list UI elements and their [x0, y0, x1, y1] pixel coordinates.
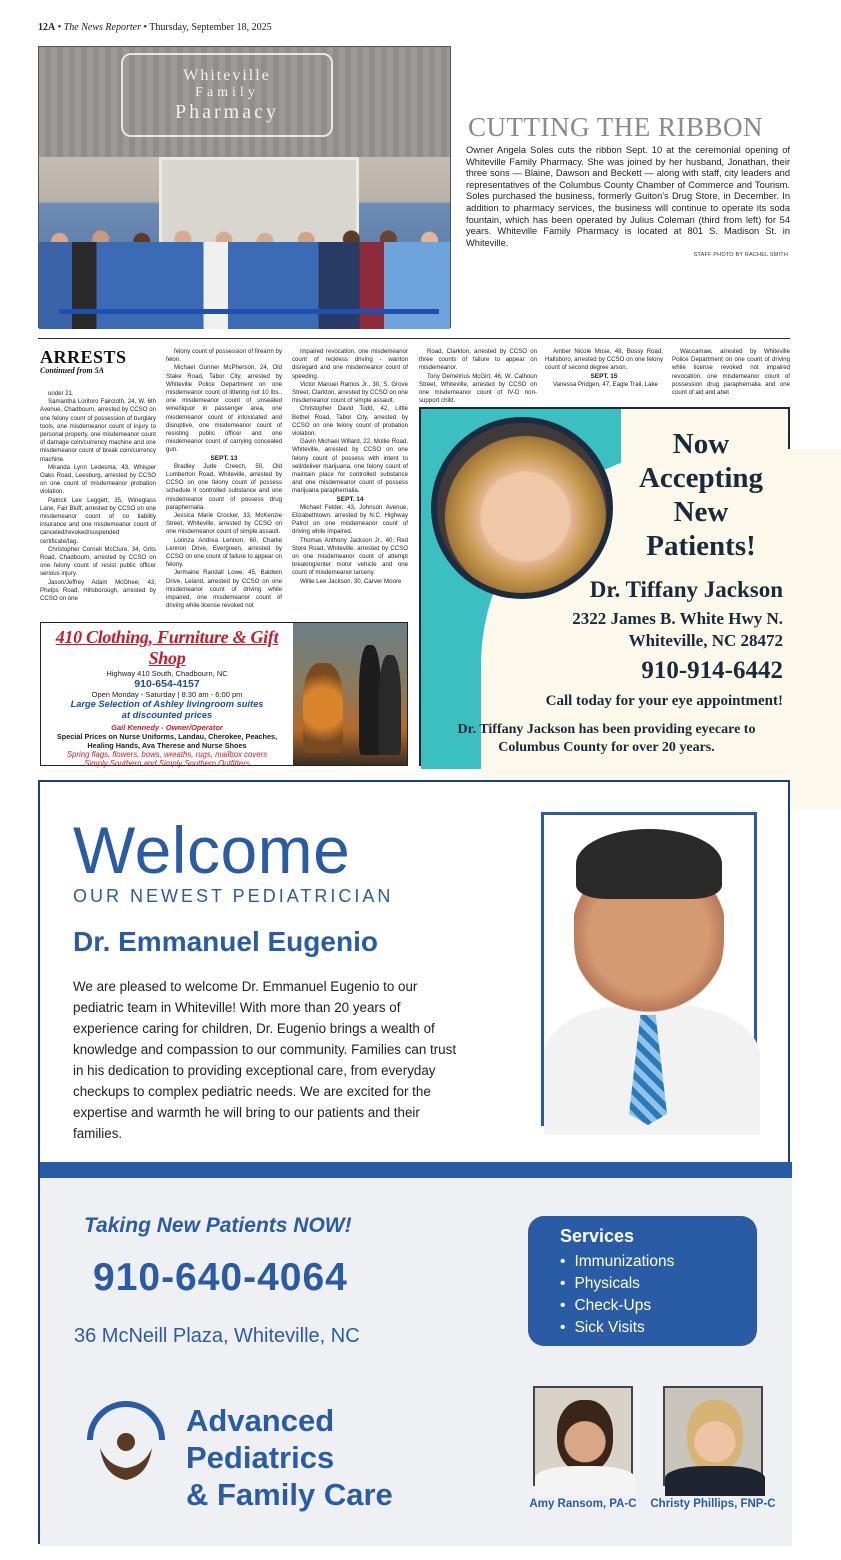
- blue-band: [40, 1162, 792, 1178]
- pediatrics-address: 36 McNeill Plaza, Whiteville, NC: [74, 1325, 360, 1347]
- person-figure: [379, 655, 401, 755]
- arrests-column-1: [40, 390, 156, 602]
- arrest-entry: Christopher Cornell McClure, 34, Grits Road, Chadbourn, arrested by CCSO on one felony count of resist public officer serious injury.: [40, 545, 156, 578]
- services-list: [560, 1251, 757, 1339]
- photo-credit: STAFF PHOTO BY RACHEL SMITH: [693, 252, 788, 258]
- staff-photo-christy: [663, 1386, 763, 1486]
- promo-line-1: Large Selection of Ashley livingroom suites: [70, 699, 264, 709]
- service-item: • Check-Ups: [560, 1295, 757, 1317]
- photo-caption: Owner Angela Soles cuts the ribbon Sept. 10 at the ceremonial opening of Whiteville Family Pharmacy. She was joined by her husband, Jonathan, their three sons — Blaine, Dawson and Beckett — along with staff, city leaders and representatives of the Columbus County Chamber of Commerce and Tourism. Soles purchased the business, formerly Guiton's Drug Store, in December. In addition to pharmacy services, the business will continue to operate its soda fountain, which has been operated by Julius Coleman (third from left) for 54 years. Whiteville Family Pharmacy is located at 801 S. Madison St. in Whiteville.: [466, 145, 790, 248]
- doctor-portrait: [431, 417, 613, 599]
- date-heading: SEPT. 15: [590, 372, 618, 380]
- experience-line-1: Dr. Tiffany Jackson has been providing eyecare to: [457, 722, 756, 737]
- arrest-entry: Willie Lee Jackson, 30, Carver Moore: [300, 577, 402, 585]
- spring-line-2: Simply Southern and Simply Southern Outfitters: [84, 759, 250, 768]
- staff-name-christy: Christy Phillips, FNP-C: [650, 1498, 776, 1510]
- date-heading: SEPT. 14: [336, 495, 364, 503]
- spring-line-1: Spring flags, flowers, bows, wreaths, rugs, mailbox covers: [66, 750, 268, 759]
- clothing-ad-text: [41, 623, 293, 768]
- brand-line-3: & Family Care: [186, 1477, 393, 1512]
- arrest-entry: Lorinza Andrea Lennon, 60, Charlie Lennon Drive, Evergreen, arrested by CCSO on one count of failure to appear on felony.: [166, 536, 282, 569]
- service-item: • Physicals: [560, 1273, 757, 1295]
- welcome-heading: Welcome: [73, 813, 351, 887]
- issue-date: Thursday, September 18, 2025: [149, 22, 272, 33]
- arrest-entry: Victor Manuel Ramos Jr., 30, S. Grove Street, Clarkton, arrested by CCSO on one misdemeanor count of simple assault.: [292, 380, 408, 405]
- arrest-entry: Christopher David Todd, 42, Little Bethel Road, Tabor City, arrested by CCSO on one felony count of probation violation.: [292, 405, 408, 438]
- experience-line-2: Columbus County for over 20 years.: [498, 740, 715, 755]
- sign-line-1: Whiteville: [183, 67, 271, 84]
- service-item: • Sick Visits: [560, 1317, 757, 1339]
- eye-street: 2322 James B. White Hwy N.: [572, 609, 783, 628]
- eye-doctor-ad: [419, 407, 790, 766]
- arrest-entry: Jermaine Randall Lowe, 45, Baldwin Drive, Leland, arrested by CCSO on one misdemeanor count of driving while impaired, one misdemeanor count of driving while license revoked not: [166, 569, 282, 610]
- welcome-body: We are pleased to welcome Dr. Emmanuel Eugenio to our pediatric team in Whiteville! With more than 20 years of experience caring for children, Dr. Eugenio brings a wealth of knowledge and compassion to our community. Families can trust in his dedication to providing exceptional care, from everyday checkups to complex pediatric needs. We are excited for the expertise and warmth he will bring to our patients and their families.: [73, 979, 457, 1141]
- brand-line-2: Pediatrics: [186, 1440, 335, 1475]
- pediatrics-ad: [38, 780, 790, 1544]
- arrest-entry: Jason/Jeffrey Adam McGhee, 43, Phelps Road, Hillsborough, arrested by CCSO on one: [40, 578, 156, 603]
- photo-headline: CUTTING THE RIBBON: [468, 112, 763, 142]
- headline-line-4: Patients!: [646, 530, 756, 562]
- arrest-entry: Patrick Lee Leggett, 35, Wineglass Lane, Fair Bluff, arrested by CCSO on one misdemeanor count of no liability insurance and one misdemeanor count of canceled/revoked/suspended certificate/tag.: [40, 496, 156, 545]
- shop-address: Highway 410 South, Chadbourn, NC: [106, 669, 228, 678]
- arrest-entry: Michael Felder, 43, Johnson Avenue, Elizabethtown, arrested by N.C. Highway Patrol on one misdemeanor count of driving while impaired.: [292, 503, 408, 536]
- headline-line-1: Now: [672, 428, 730, 460]
- eye-city: Whiteville, NC 28472: [628, 631, 783, 650]
- arrests-heading: ARRESTS: [40, 347, 127, 367]
- staff-face: [557, 1400, 613, 1472]
- doctor-face: [437, 423, 607, 593]
- page-folio: 12A • The News Reporter • Thursday, September 18, 2025: [38, 22, 272, 33]
- logo-head: [117, 1433, 135, 1451]
- arrest-entry: Michael Gunner McPherson, 24, Old Stake Road, Tabor City, arrested by Whiteville Police Department on one misdemeanor count of littering not 10 lbs., one misdemeanor count of unsealed wine/liquor in passenger area, one misdemeanor count of intoxicated and disruptive, one misdemeanor count of resisting public officer and one misdemeanor count of carrying concealed gun.: [166, 364, 282, 454]
- arrests-column-3: [292, 348, 408, 610]
- blue-ribbon: [59, 309, 439, 314]
- now-accepting-headline: [621, 427, 781, 563]
- shop-owners-photo: [293, 623, 407, 765]
- shop-hours: Open Monday - Saturday | 8:30 am - 6:00 pm: [91, 690, 243, 699]
- promo-line-2: at discounted prices: [121, 709, 213, 720]
- arrests-column-6: [672, 348, 790, 400]
- paper-name: The News Reporter: [63, 22, 141, 33]
- arrest-entry: impaired revocation, one misdemeanor count of reckless driving - wanton disregard and one misdemeanor count of speeding.: [292, 348, 408, 380]
- staff-top: [665, 1466, 765, 1496]
- clothing-shop-ad: [40, 622, 408, 766]
- arrest-entry: Amber Nicole Muse, 48, Bussy Road, Hallsboro, arrested by CCSO on one felony count of second degree arson.: [545, 348, 663, 372]
- services-box: [528, 1216, 757, 1346]
- shop-title: 410 Clothing, Furniture & Gift Shop: [55, 627, 279, 668]
- brand-line-1: Advanced: [186, 1403, 335, 1438]
- arrest-entry: Miranda Lynn Ledesma, 43, Whisper Oaks Road, Leesburg, arrested by CCSO on one count of misdemeanor probation violation.: [40, 463, 156, 496]
- arrest-entry: Waccamaw, arrested by Whiteville Police Department on one count of driving while license revoked not impaired revocation, one misdemeanor count of possession drug paraphernalia and one count of aid and abet: [672, 348, 790, 397]
- wreath-display: [303, 663, 343, 753]
- arrest-entry: Samantha Loritoro Faircloth, 24, W. 6th Avenue, Chadbourn, arrested by CCSO on one felony count of possession of burglary tools, one misdemeanor count of injury to personal property, one misdemeanor count of damage coin/currency machine and one misdemeanor count of break coin/currency machine.: [40, 398, 156, 463]
- pediatrics-phone: 910-640-4064: [93, 1256, 348, 1299]
- arrests-column-2: [166, 348, 282, 610]
- person-figure: [359, 645, 381, 755]
- ribbon-cutting-photo: [38, 46, 451, 328]
- arrest-entry: Vanessa Pridgen, 47, Eagle Trail, Lake: [553, 380, 658, 388]
- headline-line-3: New: [673, 496, 729, 528]
- shop-phone: 910-654-4157: [134, 678, 200, 690]
- shop-owner: Gail Kennedy - Owner/Operator: [111, 723, 223, 732]
- eye-phone: 910-914-6442: [641, 657, 783, 684]
- special-line-2: Healing Hands, Ava Therese and Nurse Shoes: [87, 741, 247, 750]
- section-rule: [38, 338, 790, 339]
- page-number: 12A: [38, 22, 56, 33]
- pediatrician-photo: [541, 812, 757, 1126]
- services-heading: Services: [560, 1226, 635, 1246]
- arrest-entry: Jessica Marie Crocker, 33, McKenzie Street, Whiteville, arrested by CCSO on one misdemeanor count of simple assault.: [166, 512, 282, 536]
- crowd-people: [39, 242, 450, 329]
- headline-line-2: Accepting: [638, 462, 764, 494]
- staff-name-amy: Amy Ransom, PA-C: [529, 1498, 637, 1510]
- staff-photo-amy: [533, 1386, 633, 1486]
- arrest-entry: Road, Clarkton, arrested by CCSO on three counts of failure to appear on misdemeanor.: [419, 348, 537, 372]
- arrest-entry: Gavin Michael Willard, 22, Mollie Road, Whiteville, arrested by CCSO on one felony count of possess with intent to sell/deliver marijuana, one felony count of maintain place for controlled substance and one misdemeanor count of possess marijuana paraphernalia.: [292, 438, 408, 495]
- arrest-entry: Thomas Anthony Jackson Jr., 40, Red Store Road, Whiteville, arrested by CCSO on one misdemeanor count of attempt breaking/enter motor vehicle and one count of misdemeanor larceny.: [292, 536, 408, 577]
- practice-name: [186, 1402, 393, 1513]
- date-heading: SEPT. 13: [210, 454, 238, 462]
- pharmacy-sign: [121, 53, 333, 137]
- service-item: • Immunizations: [560, 1251, 757, 1273]
- logo-hands: [100, 1448, 152, 1480]
- eye-experience: [421, 721, 792, 757]
- arrest-entry: Tony Demetrius McGirt, 46, W. Calhoun Street, Whiteville, arrested by CCSO on one misdemeanor count of IV-D non-support child.: [419, 372, 537, 405]
- eye-doctor-name: Dr. Tiffany Jackson: [589, 577, 783, 602]
- special-line-1: Special Prices on Nurse Uniforms, Landau, Cherokee, Peaches,: [56, 732, 278, 741]
- doctor-hair: [576, 829, 722, 899]
- arrest-entry: under 21.: [48, 390, 74, 397]
- eye-call-to-action: Call today for your eye appointment!: [545, 693, 783, 709]
- sign-line-2: Family: [195, 85, 259, 100]
- practice-logo-icon: [86, 1400, 166, 1490]
- arrest-entry: Bradley Jude Creech, 50, Old Lumberton Road, Whiteville, arrested by CCSO on one felony count of possess schedule II controlled substance and one misdemeanor count of possess drug paraphernalia.: [166, 462, 282, 511]
- staff-coat: [535, 1466, 635, 1496]
- arrests-continued: Continued from 5A: [40, 366, 105, 375]
- taking-new-patients: Taking New Patients NOW!: [84, 1214, 352, 1237]
- arrests-column-5: [545, 348, 663, 400]
- arrest-entry: felony count of possession of firearm by felon.: [166, 348, 282, 364]
- staff-face: [687, 1400, 743, 1472]
- sign-line-3: Pharmacy: [175, 101, 279, 123]
- pediatrician-name: Dr. Emmanuel Eugenio: [73, 926, 378, 957]
- newest-pediatrician: OUR NEWEST PEDIATRICIAN: [73, 886, 394, 906]
- arrests-column-4: [419, 348, 537, 405]
